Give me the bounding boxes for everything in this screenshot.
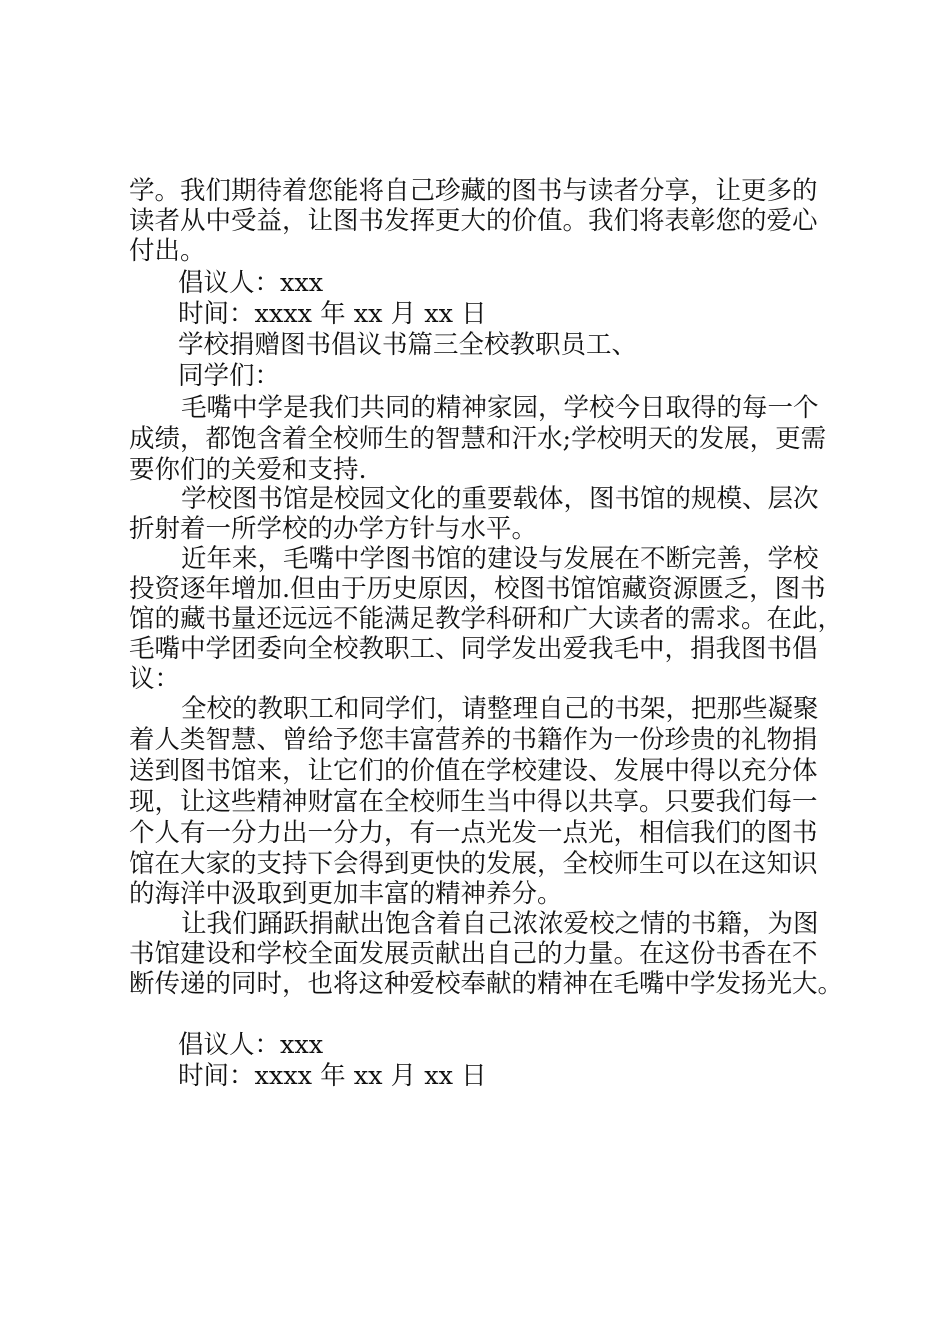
signature-line: 倡议人：xxx — [178, 268, 324, 298]
text-line: 学校图书馆是校园文化的重要载体，图书馆的规模、层次 — [181, 484, 819, 514]
text-line: 送到图书馆来，让它们的价值在学校建设、发展中得以充分体 — [129, 756, 818, 786]
text-line: 毛嘴中学团委向全校教职工、同学发出爱我毛中，捐我图书倡 — [129, 634, 818, 664]
text-line: 投资逐年增加.但由于历史原因，校图书馆馆藏资源匮乏，图书 — [129, 574, 826, 604]
text-line: 全校的教职工和同学们，请整理自己的书架，把那些凝聚 — [181, 694, 819, 724]
text-line: 让我们踊跃捐献出饱含着自己浓浓爱校之情的书籍，为图 — [181, 909, 819, 939]
text-line: 折射着一所学校的办学方针与水平。 — [129, 514, 538, 544]
text-line: 馆在大家的支持下会得到更快的发展，全校师生可以在这知识 — [129, 849, 818, 879]
text-line: 断传递的同时，也将这种爱校奉献的精神在毛嘴中学发扬光大。 — [129, 969, 844, 999]
text-line: 要你们的关爱和支持. — [129, 455, 367, 485]
text-line: 馆的藏书量还远远不能满足教学科研和广大读者的需求。在此， — [129, 604, 844, 634]
text-line: 读者从中受益，让图书发挥更大的价值。我们将表彰您的爱心 — [129, 206, 818, 236]
text-line: 付出。 — [129, 236, 206, 266]
text-line: 个人有一分力出一分力，有一点光发一点光，相信我们的图书 — [129, 818, 818, 848]
section-heading: 学校捐赠图书倡议书篇三全校教职员工、 — [178, 330, 638, 360]
text-line: 学。我们期待着您能将自己珍藏的图书与读者分享，让更多的 — [129, 176, 818, 206]
date-line: 时间：xxxx 年 xx 月 xx 日 — [178, 299, 487, 329]
text-line: 近年来，毛嘴中学图书馆的建设与发展在不断完善，学校 — [181, 544, 819, 574]
text-line: 着人类智慧、曾给予您丰富营养的书籍作为一份珍贵的礼物捐 — [129, 725, 818, 755]
date-line: 时间：xxxx 年 xx 月 xx 日 — [178, 1061, 487, 1091]
signature-line: 倡议人：xxx — [178, 1030, 324, 1060]
text-line: 现，让这些精神财富在全校师生当中得以共享。只要我们每一 — [129, 787, 818, 817]
text-line: 的海洋中汲取到更加丰富的精神养分。 — [129, 879, 563, 909]
text-line: 书馆建设和学校全面发展贡献出自己的力量。在这份书香在不 — [129, 939, 818, 969]
text-line: 成绩，都饱含着全校师生的智慧和汗水;学校明天的发展，更需 — [129, 424, 827, 454]
text-line: 毛嘴中学是我们共同的精神家园，学校今日取得的每一个 — [181, 393, 819, 423]
text-line: 议： — [129, 664, 181, 694]
salutation: 同学们： — [178, 361, 281, 391]
